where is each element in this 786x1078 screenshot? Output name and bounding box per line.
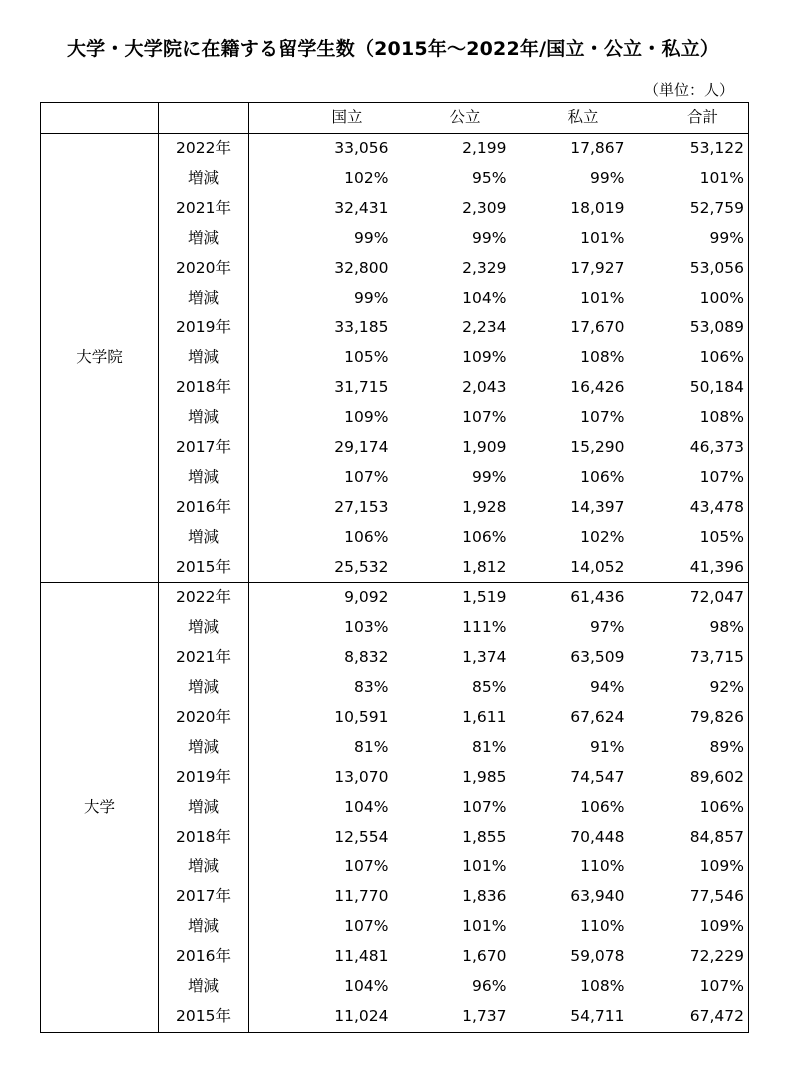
cell-national: 81%	[354, 737, 389, 756]
cell-national: 99%	[354, 228, 389, 247]
cell-public: 106%	[462, 527, 507, 546]
students-table	[40, 102, 749, 1033]
cell-total: 50,184	[629, 373, 749, 403]
cell-national: 105%	[344, 348, 389, 367]
row-label: 2019年	[159, 313, 249, 343]
cell-public: 101%	[462, 857, 507, 876]
row-label: 2015年	[159, 552, 249, 582]
cell-national: 33,056	[334, 139, 389, 158]
cell-public: 104%	[462, 288, 507, 307]
cell-total: 106%	[629, 792, 749, 822]
cell-public: 107%	[462, 797, 507, 816]
cell-private: 110%	[580, 917, 625, 936]
cell-total: 46,373	[629, 433, 749, 463]
cell-total: 100%	[629, 283, 749, 313]
cell-national: 10,591	[334, 708, 389, 726]
cell-total: 105%	[629, 522, 749, 552]
cell-national: 11,481	[334, 947, 389, 966]
cell-total: 84,857	[629, 822, 749, 852]
cell-public: 101%	[462, 917, 507, 936]
cell-private: 107%	[580, 408, 625, 427]
cell-private: 74,547	[570, 767, 625, 786]
cell-national: 99%	[354, 288, 389, 307]
header-national: 国立	[249, 103, 393, 134]
cell-total: 89%	[629, 733, 749, 763]
cell-total: 109%	[629, 852, 749, 882]
cell-national: 11,770	[334, 887, 389, 906]
cell-national: 13,070	[334, 767, 389, 786]
cell-total: 43,478	[629, 493, 749, 523]
cell-public: 81%	[472, 737, 507, 756]
cell-total: 67,472	[629, 1002, 749, 1032]
row-label: 増減	[159, 164, 249, 194]
cell-national: 27,153	[334, 497, 389, 516]
cell-national: 107%	[344, 857, 389, 876]
cell-total: 72,047	[629, 583, 749, 613]
cell-public: 1,985	[462, 767, 507, 786]
row-label: 増減	[159, 972, 249, 1002]
row-label: 2022年	[159, 583, 249, 613]
table-row	[41, 133, 749, 163]
cell-private: 101%	[580, 228, 625, 247]
row-label: 2018年	[159, 822, 249, 852]
table-row	[41, 583, 749, 613]
cell-private: 94%	[590, 678, 625, 697]
cell-total: 73,715	[629, 643, 749, 673]
row-label: 2021年	[159, 643, 249, 673]
cell-total: 53,122	[629, 133, 749, 163]
cell-public: 95%	[472, 168, 507, 187]
cell-total: 107%	[629, 972, 749, 1002]
cell-total: 52,759	[629, 194, 749, 224]
cell-public: 1,909	[462, 437, 507, 456]
header-row	[41, 103, 749, 134]
cell-private: 17,867	[570, 139, 625, 158]
header-private: 私立	[511, 103, 629, 134]
row-label: 2020年	[159, 253, 249, 283]
cell-private: 17,927	[570, 258, 625, 277]
unit-label: （単位：人）	[643, 81, 734, 99]
row-label: 増減	[159, 733, 249, 763]
row-label: 増減	[159, 403, 249, 433]
row-label: 増減	[159, 912, 249, 942]
cell-total: 108%	[629, 403, 749, 433]
cell-private: 97%	[590, 618, 625, 637]
cell-public: 1,928	[462, 497, 507, 516]
cell-national: 104%	[344, 977, 389, 996]
cell-total: 41,396	[629, 552, 749, 582]
cell-public: 2,309	[462, 198, 507, 217]
cell-national: 32,431	[334, 198, 389, 217]
row-label: 2022年	[159, 133, 249, 163]
cell-private: 108%	[580, 348, 625, 367]
row-label: 増減	[159, 792, 249, 822]
cell-total: 53,089	[629, 313, 749, 343]
row-label: 2015年	[159, 1002, 249, 1032]
cell-total: 109%	[629, 912, 749, 942]
cell-public: 96%	[472, 977, 507, 996]
cell-private: 108%	[580, 977, 625, 996]
cell-total: 72,229	[629, 942, 749, 972]
cell-public: 1,855	[462, 827, 507, 846]
row-label: 2020年	[159, 703, 249, 733]
row-label: 増減	[159, 852, 249, 882]
cell-public: 1,374	[462, 648, 507, 667]
group-label: 大学院	[41, 133, 159, 582]
group-label: 大学	[41, 583, 159, 1032]
cell-national: 33,185	[334, 318, 389, 337]
cell-public: 2,199	[462, 139, 507, 158]
cell-private: 91%	[590, 737, 625, 756]
cell-public: 1,519	[462, 588, 507, 607]
cell-national: 83%	[354, 678, 389, 697]
cell-national: 9,092	[344, 588, 389, 607]
cell-total: 106%	[629, 343, 749, 373]
cell-private: 67,624	[570, 708, 625, 726]
row-label: 2019年	[159, 763, 249, 793]
cell-total: 92%	[629, 673, 749, 703]
header-total: 合計	[629, 103, 749, 134]
cell-national: 104%	[344, 797, 389, 816]
row-label: 増減	[159, 463, 249, 493]
header-year	[159, 103, 249, 134]
cell-private: 59,078	[570, 947, 625, 966]
row-label: 2016年	[159, 493, 249, 523]
cell-public: 111%	[462, 618, 507, 637]
row-label: 増減	[159, 522, 249, 552]
cell-national: 29,174	[334, 437, 389, 456]
cell-public: 1,812	[393, 552, 511, 582]
row-label: 増減	[159, 224, 249, 254]
row-label: 増減	[159, 673, 249, 703]
cell-private: 54,711	[511, 1002, 629, 1032]
cell-private: 15,290	[570, 437, 625, 456]
row-label: 2016年	[159, 942, 249, 972]
header-public: 公立	[393, 103, 511, 134]
cell-national: 109%	[344, 408, 389, 427]
cell-total: 89,602	[629, 763, 749, 793]
cell-private: 17,670	[570, 318, 625, 337]
cell-private: 106%	[580, 797, 625, 816]
row-label: 2017年	[159, 882, 249, 912]
cell-private: 101%	[580, 288, 625, 307]
cell-private: 18,019	[570, 198, 625, 217]
cell-private: 106%	[580, 467, 625, 486]
row-label: 増減	[159, 343, 249, 373]
cell-private: 63,509	[570, 648, 625, 667]
cell-national: 11,024	[249, 1002, 393, 1032]
cell-public: 2,234	[462, 318, 507, 337]
cell-public: 107%	[462, 408, 507, 427]
cell-public: 1,611	[462, 708, 507, 726]
cell-public: 1,737	[393, 1002, 511, 1032]
header-category	[41, 103, 159, 134]
cell-total: 98%	[629, 613, 749, 643]
cell-private: 102%	[580, 527, 625, 546]
row-label: 増減	[159, 613, 249, 643]
cell-private: 110%	[580, 857, 625, 876]
cell-public: 85%	[472, 678, 507, 697]
cell-public: 99%	[472, 228, 507, 247]
cell-private: 63,940	[570, 887, 625, 906]
cell-national: 107%	[344, 917, 389, 936]
cell-national: 25,532	[249, 552, 393, 582]
cell-private: 99%	[590, 168, 625, 187]
cell-total: 107%	[629, 463, 749, 493]
cell-total: 99%	[629, 224, 749, 254]
cell-private: 14,397	[570, 497, 625, 516]
row-label: 2021年	[159, 194, 249, 224]
cell-public: 2,329	[462, 258, 507, 277]
cell-national: 107%	[344, 467, 389, 486]
row-label: 増減	[159, 283, 249, 313]
cell-public: 1,670	[462, 947, 507, 966]
cell-total: 77,546	[629, 882, 749, 912]
cell-national: 103%	[344, 618, 389, 637]
cell-public: 2,043	[462, 378, 507, 397]
cell-national: 102%	[344, 168, 389, 187]
cell-private: 14,052	[511, 552, 629, 582]
cell-total: 53,056	[629, 253, 749, 283]
cell-private: 16,426	[570, 378, 625, 397]
cell-public: 1,836	[462, 887, 507, 906]
cell-national: 32,800	[334, 258, 389, 277]
cell-total: 79,826	[629, 703, 749, 733]
cell-national: 106%	[344, 527, 389, 546]
cell-private: 61,436	[570, 588, 625, 607]
row-label: 2018年	[159, 373, 249, 403]
cell-public: 99%	[472, 467, 507, 486]
cell-national: 8,832	[344, 648, 389, 667]
cell-private: 70,448	[570, 827, 625, 846]
row-label: 2017年	[159, 433, 249, 463]
cell-national: 12,554	[334, 827, 389, 846]
cell-total: 101%	[629, 164, 749, 194]
cell-national: 31,715	[334, 378, 389, 397]
cell-public: 109%	[462, 348, 507, 367]
page-title: 大学・大学院に在籍する留学生数（2015年〜2022年/国立・公立・私立）	[66, 38, 720, 60]
